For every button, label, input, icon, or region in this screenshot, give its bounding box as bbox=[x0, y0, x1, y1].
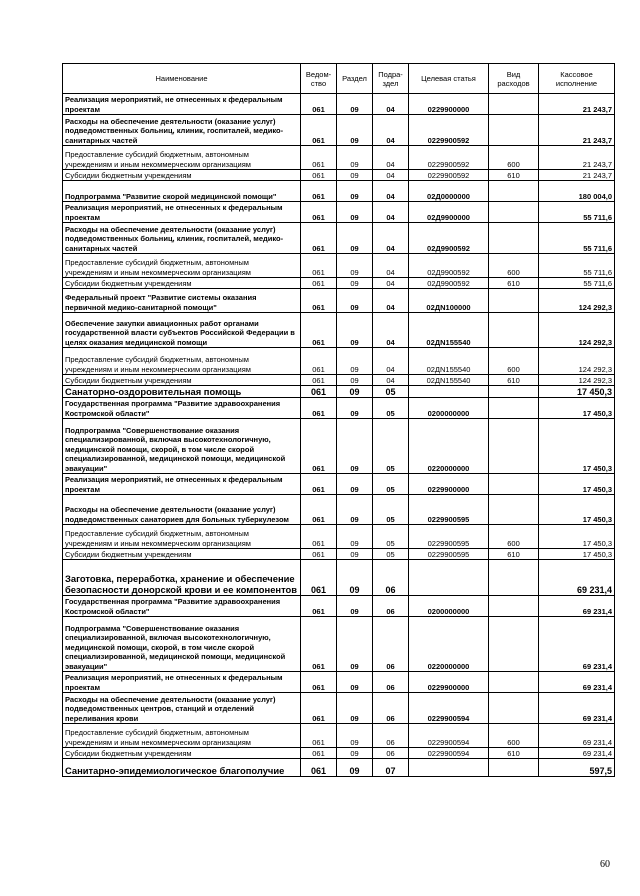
table-row bbox=[63, 759, 615, 777]
row-podrazdel: 06 bbox=[373, 617, 409, 672]
row-celevaya: 0229900595 bbox=[409, 525, 489, 549]
row-name: Заготовка, переработка, хранение и обеспечение безопасности донорской крови и ее компонентов bbox=[63, 560, 301, 596]
row-name: Санаторно-оздоровительная помощь bbox=[63, 386, 301, 398]
row-podrazdel: 05 bbox=[373, 419, 409, 474]
row-name: Подпрограмма "Совершенствование оказания специализированной, включая высокотехнологичную, медицинской помощи, скорой, в том числе скорой специализированной, медицинской помощи, медицинской эвакуации" bbox=[63, 617, 301, 672]
row-amount: 597,5 bbox=[539, 759, 615, 777]
row-podrazdel: 04 bbox=[373, 202, 409, 223]
row-celevaya: 02Д9900000 bbox=[409, 202, 489, 223]
row-celevaya: 02ДN155540 bbox=[409, 375, 489, 386]
row-amount: 180 004,0 bbox=[539, 181, 615, 202]
row-ved: 061 bbox=[301, 313, 337, 348]
row-name: Субсидии бюджетным учреждениям bbox=[63, 278, 301, 289]
row-ved: 061 bbox=[301, 693, 337, 724]
row-ved: 061 bbox=[301, 202, 337, 223]
row-podrazdel: 06 bbox=[373, 724, 409, 748]
row-name: Реализация мероприятий, не отнесенных к федеральным проектам bbox=[63, 94, 301, 115]
row-ved: 061 bbox=[301, 223, 337, 254]
row-podrazdel: 04 bbox=[373, 170, 409, 181]
row-amount: 124 292,3 bbox=[539, 375, 615, 386]
row-razdel: 09 bbox=[337, 759, 373, 777]
row-vid bbox=[489, 289, 539, 313]
row-amount: 17 450,3 bbox=[539, 525, 615, 549]
row-ved: 061 bbox=[301, 474, 337, 495]
row-vid bbox=[489, 474, 539, 495]
row-ved: 061 bbox=[301, 146, 337, 170]
row-razdel: 09 bbox=[337, 525, 373, 549]
table-row bbox=[63, 181, 615, 202]
row-celevaya: 0200000000 bbox=[409, 398, 489, 419]
row-razdel: 09 bbox=[337, 596, 373, 617]
row-amount: 21 243,7 bbox=[539, 146, 615, 170]
row-amount: 69 231,4 bbox=[539, 617, 615, 672]
table-row bbox=[63, 289, 615, 313]
row-amount: 21 243,7 bbox=[539, 170, 615, 181]
row-ved: 061 bbox=[301, 495, 337, 525]
row-vid bbox=[489, 386, 539, 398]
table-row bbox=[63, 560, 615, 596]
row-celevaya: 0229900592 bbox=[409, 170, 489, 181]
row-razdel: 09 bbox=[337, 617, 373, 672]
row-amount: 69 231,4 bbox=[539, 748, 615, 759]
row-celevaya: 0220000000 bbox=[409, 419, 489, 474]
table-row bbox=[63, 223, 615, 254]
table-row bbox=[63, 254, 615, 278]
row-razdel: 09 bbox=[337, 560, 373, 596]
row-amount: 124 292,3 bbox=[539, 348, 615, 375]
row-razdel: 09 bbox=[337, 495, 373, 525]
row-celevaya bbox=[409, 560, 489, 596]
row-vid bbox=[489, 115, 539, 146]
row-ved: 061 bbox=[301, 560, 337, 596]
row-amount: 69 231,4 bbox=[539, 596, 615, 617]
row-ved: 061 bbox=[301, 254, 337, 278]
table-row bbox=[63, 693, 615, 724]
table-row bbox=[63, 146, 615, 170]
row-razdel: 09 bbox=[337, 278, 373, 289]
row-razdel: 09 bbox=[337, 672, 373, 693]
row-name: Расходы на обеспечение деятельности (оказание услуг) подведомственных больниц, клиник, госпиталей, медико-санитарных частей bbox=[63, 223, 301, 254]
row-podrazdel: 04 bbox=[373, 94, 409, 115]
row-ved: 061 bbox=[301, 748, 337, 759]
row-amount: 55 711,6 bbox=[539, 223, 615, 254]
row-ved: 061 bbox=[301, 170, 337, 181]
row-vid: 600 bbox=[489, 525, 539, 549]
row-amount: 17 450,3 bbox=[539, 549, 615, 560]
row-vid bbox=[489, 560, 539, 596]
row-vid bbox=[489, 223, 539, 254]
row-name: Предоставление субсидий бюджетным, автономным учреждениям и иным некоммерческим организациям bbox=[63, 146, 301, 170]
row-razdel: 09 bbox=[337, 748, 373, 759]
row-podrazdel: 06 bbox=[373, 596, 409, 617]
row-celevaya: 0229900000 bbox=[409, 474, 489, 495]
table-row bbox=[63, 748, 615, 759]
page-number: 60 bbox=[600, 859, 610, 870]
row-podrazdel: 06 bbox=[373, 693, 409, 724]
row-podrazdel: 04 bbox=[373, 348, 409, 375]
row-name: Реализация мероприятий, не отнесенных к федеральным проектам bbox=[63, 672, 301, 693]
row-name: Санитарно-эпидемиологическое благополучие bbox=[63, 759, 301, 777]
table-row bbox=[63, 549, 615, 560]
row-podrazdel: 04 bbox=[373, 375, 409, 386]
row-vid bbox=[489, 313, 539, 348]
table-row bbox=[63, 348, 615, 375]
header-name: Наименование bbox=[63, 64, 301, 94]
row-podrazdel: 04 bbox=[373, 278, 409, 289]
row-vid bbox=[489, 596, 539, 617]
row-vid bbox=[489, 617, 539, 672]
row-podrazdel: 05 bbox=[373, 495, 409, 525]
row-celevaya: 0229900592 bbox=[409, 115, 489, 146]
row-podrazdel: 06 bbox=[373, 672, 409, 693]
row-ved: 061 bbox=[301, 549, 337, 560]
row-amount: 17 450,3 bbox=[539, 386, 615, 398]
row-vid bbox=[489, 693, 539, 724]
row-razdel: 09 bbox=[337, 348, 373, 375]
row-celevaya: 02Д9900592 bbox=[409, 223, 489, 254]
header-vid: Вид расходов bbox=[489, 64, 539, 94]
row-razdel: 09 bbox=[337, 170, 373, 181]
table-row bbox=[63, 202, 615, 223]
row-celevaya: 02ДN100000 bbox=[409, 289, 489, 313]
table-row bbox=[63, 94, 615, 115]
row-vid: 600 bbox=[489, 254, 539, 278]
table-row bbox=[63, 170, 615, 181]
row-ved: 061 bbox=[301, 278, 337, 289]
table-row bbox=[63, 115, 615, 146]
table-row bbox=[63, 419, 615, 474]
row-name: Реализация мероприятий, не отнесенных к федеральным проектам bbox=[63, 202, 301, 223]
row-name: Государственная программа "Развитие здравоохранения Костромской области" bbox=[63, 596, 301, 617]
row-amount: 21 243,7 bbox=[539, 115, 615, 146]
table-row bbox=[63, 278, 615, 289]
row-amount: 55 711,6 bbox=[539, 202, 615, 223]
row-amount: 124 292,3 bbox=[539, 313, 615, 348]
row-razdel: 09 bbox=[337, 549, 373, 560]
table-row bbox=[63, 495, 615, 525]
row-name: Подпрограмма "Совершенствование оказания специализированной, включая высокотехнологичную, медицинской помощи, скорой, в том числе скорой специализированной, медицинской помощи, медицинской эвакуации" bbox=[63, 419, 301, 474]
row-name: Предоставление субсидий бюджетным, автономным учреждениям и иным некоммерческим организациям bbox=[63, 254, 301, 278]
row-podrazdel: 05 bbox=[373, 525, 409, 549]
row-podrazdel: 07 bbox=[373, 759, 409, 777]
row-amount: 21 243,7 bbox=[539, 94, 615, 115]
row-name: Расходы на обеспечение деятельности (оказание услуг) подведомственных санаториев для больных туберкулезом bbox=[63, 495, 301, 525]
row-celevaya: 0229900595 bbox=[409, 549, 489, 560]
row-name: Расходы на обеспечение деятельности (оказание услуг) подведомственных больниц, клиник, госпиталей, медико-санитарных частей bbox=[63, 115, 301, 146]
row-vid: 610 bbox=[489, 748, 539, 759]
row-name: Субсидии бюджетным учреждениям bbox=[63, 375, 301, 386]
row-vid bbox=[489, 181, 539, 202]
table-row bbox=[63, 386, 615, 398]
row-vid: 610 bbox=[489, 375, 539, 386]
header-razdel: Раздел bbox=[337, 64, 373, 94]
row-podrazdel: 05 bbox=[373, 474, 409, 495]
row-celevaya: 0229900594 bbox=[409, 724, 489, 748]
row-razdel: 09 bbox=[337, 386, 373, 398]
row-ved: 061 bbox=[301, 724, 337, 748]
row-amount: 55 711,6 bbox=[539, 278, 615, 289]
row-celevaya: 02Д9900592 bbox=[409, 278, 489, 289]
row-amount: 17 450,3 bbox=[539, 495, 615, 525]
row-podrazdel: 05 bbox=[373, 398, 409, 419]
row-vid: 600 bbox=[489, 146, 539, 170]
row-celevaya bbox=[409, 759, 489, 777]
row-vid bbox=[489, 398, 539, 419]
row-name: Субсидии бюджетным учреждениям bbox=[63, 170, 301, 181]
row-vid: 600 bbox=[489, 724, 539, 748]
row-razdel: 09 bbox=[337, 289, 373, 313]
row-name: Предоставление субсидий бюджетным, автономным учреждениям и иным некоммерческим организациям bbox=[63, 724, 301, 748]
row-amount: 69 231,4 bbox=[539, 672, 615, 693]
row-vid bbox=[489, 759, 539, 777]
row-name: Субсидии бюджетным учреждениям bbox=[63, 748, 301, 759]
table-row bbox=[63, 474, 615, 495]
row-podrazdel: 06 bbox=[373, 560, 409, 596]
row-podrazdel: 05 bbox=[373, 386, 409, 398]
table-row bbox=[63, 375, 615, 386]
row-amount: 17 450,3 bbox=[539, 474, 615, 495]
row-ved: 061 bbox=[301, 596, 337, 617]
row-name: Подпрограмма "Развитие скорой медицинской помощи" bbox=[63, 181, 301, 202]
row-razdel: 09 bbox=[337, 223, 373, 254]
row-amount: 69 231,4 bbox=[539, 724, 615, 748]
row-vid bbox=[489, 202, 539, 223]
row-razdel: 09 bbox=[337, 202, 373, 223]
table-row bbox=[63, 525, 615, 549]
row-ved: 061 bbox=[301, 419, 337, 474]
row-celevaya: 0220000000 bbox=[409, 617, 489, 672]
row-podrazdel: 04 bbox=[373, 254, 409, 278]
row-name: Реализация мероприятий, не отнесенных к федеральным проектам bbox=[63, 474, 301, 495]
row-razdel: 09 bbox=[337, 693, 373, 724]
row-vid bbox=[489, 94, 539, 115]
row-ved: 061 bbox=[301, 181, 337, 202]
row-amount: 69 231,4 bbox=[539, 693, 615, 724]
row-podrazdel: 04 bbox=[373, 223, 409, 254]
row-vid bbox=[489, 672, 539, 693]
row-celevaya: 02ДN155540 bbox=[409, 313, 489, 348]
row-vid bbox=[489, 419, 539, 474]
row-razdel: 09 bbox=[337, 254, 373, 278]
row-celevaya: 0200000000 bbox=[409, 596, 489, 617]
row-ved: 061 bbox=[301, 375, 337, 386]
row-razdel: 09 bbox=[337, 94, 373, 115]
row-ved: 061 bbox=[301, 386, 337, 398]
row-podrazdel: 04 bbox=[373, 289, 409, 313]
row-podrazdel: 05 bbox=[373, 549, 409, 560]
row-podrazdel: 04 bbox=[373, 181, 409, 202]
row-amount: 17 450,3 bbox=[539, 398, 615, 419]
row-podrazdel: 06 bbox=[373, 748, 409, 759]
row-vid: 610 bbox=[489, 549, 539, 560]
row-name: Предоставление субсидий бюджетным, автономным учреждениям и иным некоммерческим организациям bbox=[63, 348, 301, 375]
row-razdel: 09 bbox=[337, 181, 373, 202]
row-celevaya: 02Д0000000 bbox=[409, 181, 489, 202]
header-podrazdel: Подра-здел bbox=[373, 64, 409, 94]
row-ved: 061 bbox=[301, 759, 337, 777]
row-ved: 061 bbox=[301, 289, 337, 313]
row-vid: 600 bbox=[489, 348, 539, 375]
row-razdel: 09 bbox=[337, 115, 373, 146]
row-razdel: 09 bbox=[337, 146, 373, 170]
row-ved: 061 bbox=[301, 94, 337, 115]
row-celevaya: 0229900000 bbox=[409, 672, 489, 693]
table-row bbox=[63, 724, 615, 748]
row-razdel: 09 bbox=[337, 375, 373, 386]
row-ved: 061 bbox=[301, 617, 337, 672]
row-name: Предоставление субсидий бюджетным, автономным учреждениям и иным некоммерческим организациям bbox=[63, 525, 301, 549]
row-vid: 610 bbox=[489, 170, 539, 181]
row-ved: 061 bbox=[301, 525, 337, 549]
table-row bbox=[63, 617, 615, 672]
row-ved: 061 bbox=[301, 348, 337, 375]
row-name: Субсидии бюджетным учреждениям bbox=[63, 549, 301, 560]
table-row bbox=[63, 313, 615, 348]
budget-table bbox=[62, 63, 615, 777]
table-row bbox=[63, 596, 615, 617]
row-amount: 69 231,4 bbox=[539, 560, 615, 596]
row-razdel: 09 bbox=[337, 419, 373, 474]
row-celevaya: 02Д9900592 bbox=[409, 254, 489, 278]
row-name: Обеспечение закупки авиационных работ органами государственной власти субъектов Российской Федерации в целях оказания медицинской помощи bbox=[63, 313, 301, 348]
row-name: Государственная программа "Развитие здравоохранения Костромской области" bbox=[63, 398, 301, 419]
row-vid bbox=[489, 495, 539, 525]
row-celevaya: 0229900000 bbox=[409, 94, 489, 115]
row-razdel: 09 bbox=[337, 313, 373, 348]
row-amount: 124 292,3 bbox=[539, 289, 615, 313]
row-amount: 17 450,3 bbox=[539, 419, 615, 474]
row-celevaya: 02ДN155540 bbox=[409, 348, 489, 375]
row-celevaya: 0229900595 bbox=[409, 495, 489, 525]
header-ved: Ведом-ство bbox=[301, 64, 337, 94]
row-ved: 061 bbox=[301, 672, 337, 693]
row-ved: 061 bbox=[301, 398, 337, 419]
row-podrazdel: 04 bbox=[373, 115, 409, 146]
header-kassovoe: Кассовое исполнение bbox=[539, 64, 615, 94]
row-amount: 55 711,6 bbox=[539, 254, 615, 278]
row-celevaya: 0229900594 bbox=[409, 748, 489, 759]
row-podrazdel: 04 bbox=[373, 146, 409, 170]
row-vid: 610 bbox=[489, 278, 539, 289]
row-razdel: 09 bbox=[337, 474, 373, 495]
header-celevaya: Целевая статья bbox=[409, 64, 489, 94]
row-podrazdel: 04 bbox=[373, 313, 409, 348]
row-razdel: 09 bbox=[337, 724, 373, 748]
row-ved: 061 bbox=[301, 115, 337, 146]
row-celevaya: 0229900594 bbox=[409, 693, 489, 724]
table-header-row bbox=[63, 64, 615, 94]
row-celevaya: 0229900592 bbox=[409, 146, 489, 170]
row-name: Расходы на обеспечение деятельности (оказание услуг) подведомственных центров, станций и отделений переливания крови bbox=[63, 693, 301, 724]
table-row bbox=[63, 672, 615, 693]
row-celevaya bbox=[409, 386, 489, 398]
row-name: Федеральный проект "Развитие системы оказания первичной медико-санитарной помощи" bbox=[63, 289, 301, 313]
table-row bbox=[63, 398, 615, 419]
row-razdel: 09 bbox=[337, 398, 373, 419]
